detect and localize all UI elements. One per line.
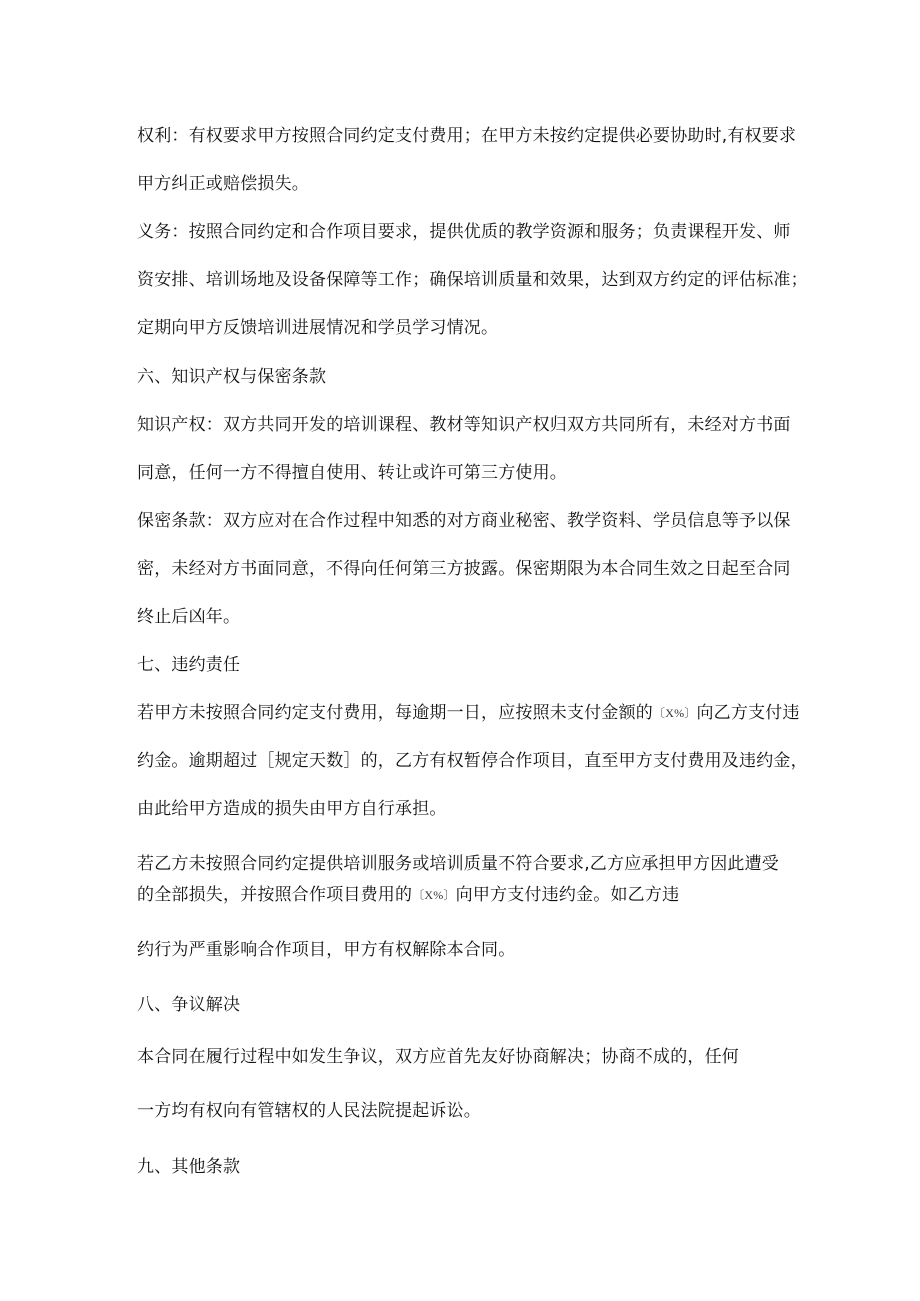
duties-line-1: 义务：按照合同约定和合作项目要求，提供优质的教学资源和服务；负责课程开发、师	[137, 222, 791, 242]
ip-line-1: 知识产权：双方共同开发的培训课程、教材等知识产权归双方共同所有，未经对方书面	[137, 415, 791, 435]
breach-a-line-3: 由此给甲方造成的损失由甲方自行承担。	[137, 799, 447, 819]
breach-a-text-1: 若甲方未按照合同约定支付费用，每逾期一日，应按照未支付金额的	[137, 703, 653, 723]
ip-line-2: 同意，任何一方不得擅自使用、转让或许可第三方使用。	[137, 463, 567, 483]
duties-line-2: 资安排、培训场地及设备保障等工作；确保培训质量和效果，达到双方约定的评估标准；	[137, 270, 808, 290]
breach-b-text-1: 的全部损失，并按照合作项目费用的	[137, 885, 413, 905]
confidentiality-line-3: 终止后凶年。	[137, 607, 241, 627]
section-8-heading: 八、争议解决	[137, 995, 241, 1015]
section-9-heading: 九、其他条款	[137, 1157, 241, 1177]
dispute-line-1: 本合同在履行过程中如发生争议，双方应首先友好协商解决；协商不成的，任何	[137, 1047, 739, 1067]
breach-a-line-1	[137, 702, 800, 724]
section-7-heading: 七、违约责任	[137, 655, 241, 675]
confidentiality-line-1: 保密条款：双方应对在合作过程中知悉的对方商业秘密、教学资料、学员信息等予以保	[137, 511, 791, 531]
dispute-line-2: 一方均有权向有管辖权的人民法院提起诉讼。	[137, 1101, 481, 1121]
breach-b-line-1: 若乙方未按照合同约定提供培训服务或培训质量不符合要求,乙方应承担甲方因此遭受	[137, 854, 780, 874]
rights-line-1: 权利：有权要求甲方按照合同约定支付费用；在甲方未按约定提供必要协助时,有权要求	[137, 126, 797, 146]
breach-b-line-3: 约行为严重影响合作项目，甲方有权解除本合同。	[137, 940, 516, 960]
breach-a-text-2: 向乙方支付违	[696, 703, 800, 723]
percent-placeholder-1: 〔X%〕	[653, 706, 697, 720]
rights-line-2: 甲方纠正或赔偿损失。	[137, 174, 309, 194]
percent-placeholder-2: 〔X%〕	[412, 888, 456, 902]
breach-a-line-2: 约金。逾期超过［规定天数］的，乙方有权暂停合作项目，直至甲方支付费用及违约金，	[137, 751, 808, 771]
duties-line-3: 定期向甲方反馈培训进展情况和学员学习情况。	[137, 318, 499, 338]
confidentiality-line-2: 密，未经对方书面同意，不得向任何第三方披露。保密期限为本合同生效之日起至合同	[137, 559, 791, 579]
breach-b-line-2	[137, 884, 679, 906]
breach-b-text-2: 向甲方支付违约金。如乙方违	[455, 885, 680, 905]
section-6-heading: 六、知识产权与保密条款	[137, 367, 327, 387]
